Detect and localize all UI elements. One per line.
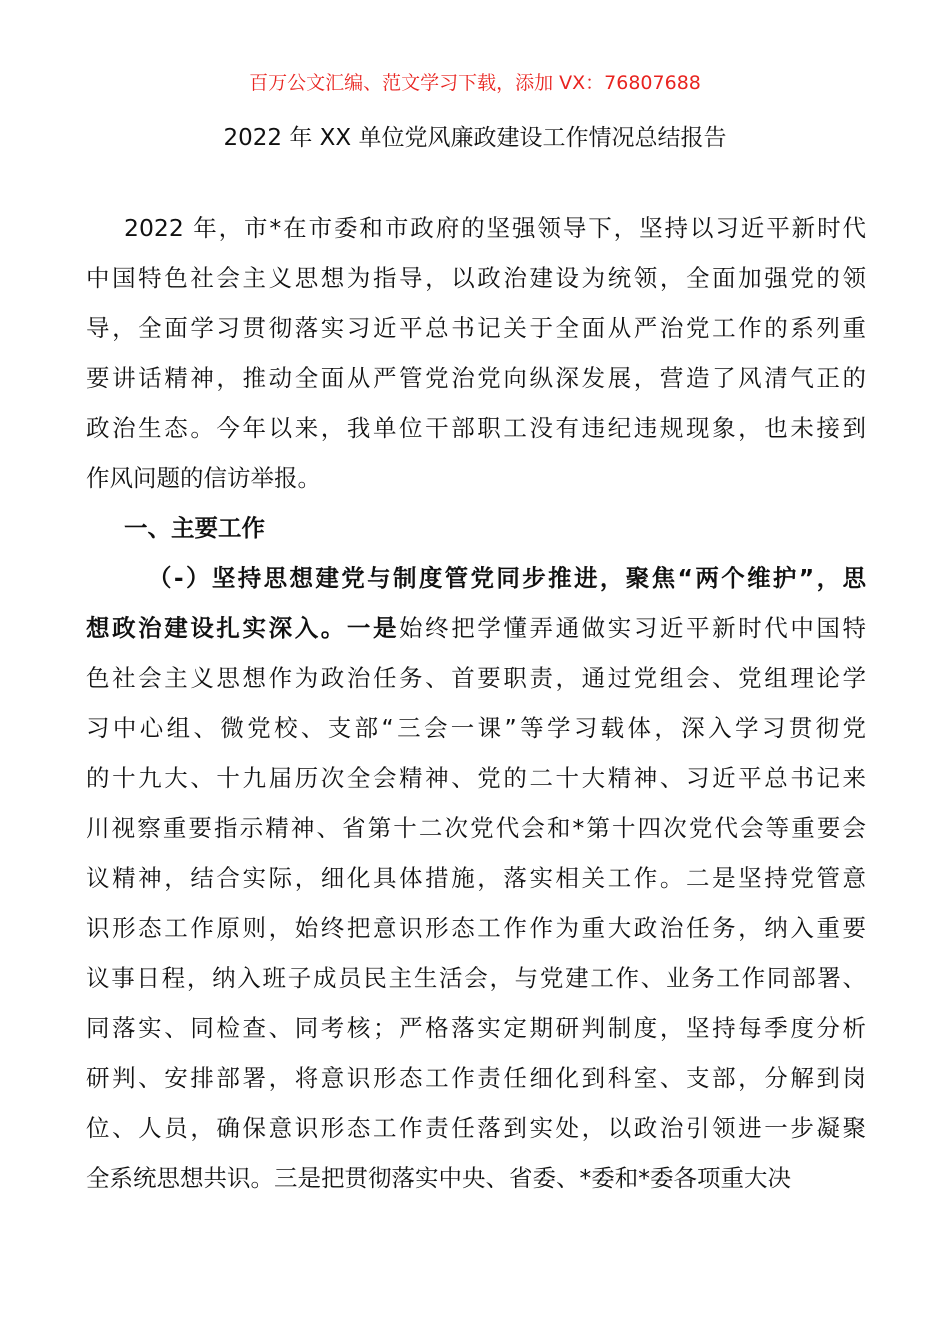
paragraph-line: 导，全面学习贯彻落实习近平总书记关于全面从严治党工作的系列重 <box>86 314 866 342</box>
section-heading: 一、主要工作 <box>124 514 265 542</box>
paragraph-line: 中国特色社会主义思想为指导，以政治建设为统领，全面加强党的领 <box>86 264 866 292</box>
watermark-banner: 百万公文汇编、范文学习下载，添加 VX：76807688 <box>249 72 701 94</box>
paragraph-line: 议精神，结合实际，细化具体措施，落实相关工作。二是坚持党管意 <box>86 864 866 892</box>
paragraph-line: 川视察重要指示精神、省第十二次党代会和*第十四次党代会等重要会 <box>86 814 866 842</box>
paragraph-line: 议事日程，纳入班子成员民主生活会，与党建工作、业务工作同部署、 <box>86 964 866 992</box>
document-body <box>86 203 866 1203</box>
paragraph-line: 的十九大、十九届历次全会精神、党的二十大精神、习近平总书记来 <box>86 764 866 792</box>
paragraph-line: 政治生态。今年以来，我单位干部职工没有违纪违规现象，也未接到 <box>86 414 866 442</box>
paragraph-line: 要讲话精神，推动全面从严管党治党向纵深发展，营造了风清气正的 <box>86 364 866 392</box>
paragraph-line: 全系统思想共识。三是把贯彻落实中央、省委、*委和*委各项重大决 <box>86 1164 791 1192</box>
paragraph-line <box>86 603 866 653</box>
paragraph-line: 研判、安排部署，将意识形态工作责任细化到科室、支部，分解到岗 <box>86 1064 866 1092</box>
paragraph-line: 作风问题的信访举报。 <box>86 464 321 492</box>
subsection-heading: （-）坚持思想建党与制度管党同步推进，聚焦“两个维护”，思 <box>148 564 866 592</box>
paragraph-line: 习中心组、微党校、支部“三会一课”等学习载体，深入学习贯彻党 <box>86 714 866 742</box>
document-title: 2022 年 XX 单位党风廉政建设工作情况总结报告 <box>223 125 727 151</box>
paragraph-text: 始终把学懂弄通做实习近平新时代中国特 <box>399 614 867 642</box>
paragraph-line: 2022 年，市*在市委和市政府的坚强领导下，坚持以习近平新时代 <box>124 214 866 242</box>
subsection-heading-end: 想政治建设扎实深入。一是 <box>86 614 400 642</box>
paragraph-line: 识形态工作原则，始终把意识形态工作作为重大政治任务，纳入重要 <box>86 914 866 942</box>
paragraph-line: 同落实、同检查、同考核；严格落实定期研判制度，坚持每季度分析 <box>86 1014 866 1042</box>
paragraph-line: 色社会主义思想作为政治任务、首要职责，通过党组会、党组理论学 <box>86 664 866 692</box>
paragraph-line: 位、人员，确保意识形态工作责任落到实处，以政治引领进一步凝聚 <box>86 1114 866 1142</box>
